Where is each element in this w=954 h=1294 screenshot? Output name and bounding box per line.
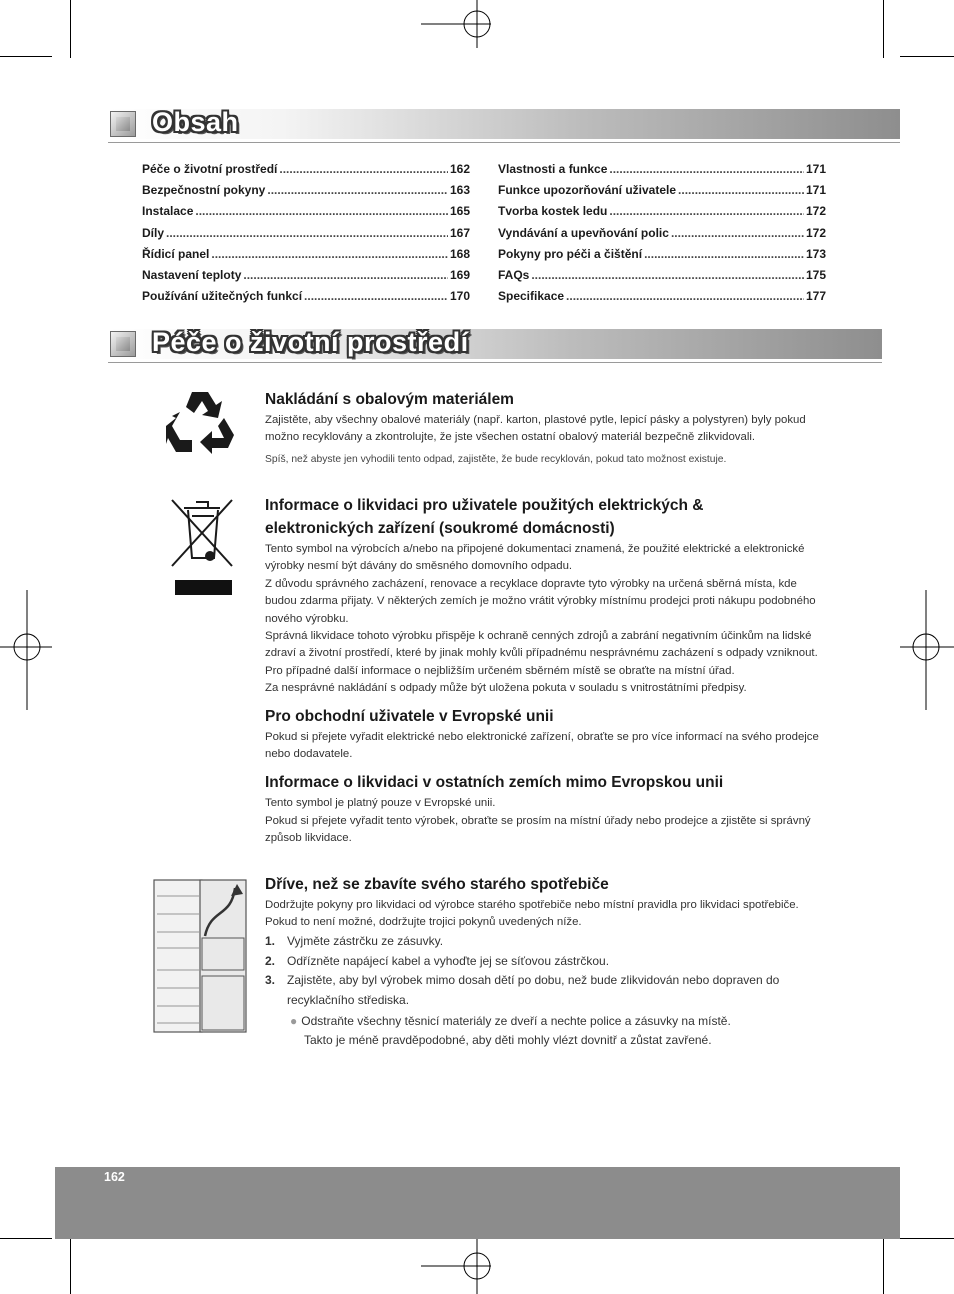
business-heading: Pro obchodní uživatele v Evropské unii: [265, 708, 554, 725]
toc-leader: [211, 247, 448, 261]
toc-leader: [304, 289, 448, 303]
weee-paragraph-3: Správná likvidace tohoto výrobku přispěje k ochraně cenných zdrojů a zabrání negativním účinkům na lidské zdraví a životní prostředí, které by jinak mohly kvůli případnému nesprávnému zacházení s odpady vzniknout. Pro případné další informace o nejbližším určeném sběrném místě se obraťte na místní úřad.: [265, 630, 818, 677]
recycle-icon: [166, 388, 238, 458]
toc-leader: [609, 204, 804, 218]
toc-leader: [279, 162, 448, 176]
banner-rule: [108, 142, 900, 143]
toc-item[interactable]: [142, 247, 470, 268]
environment-banner: [108, 329, 882, 359]
crop-mark: [900, 1238, 954, 1239]
toc-leader: [195, 204, 448, 218]
registration-mark-icon: [0, 590, 52, 710]
toc-page: 165: [449, 204, 470, 219]
weee-paragraph-4: Za nesprávné nakládání s odpady může být uložena pokuta v souladu s vnitrostátními předpisy.: [265, 682, 747, 694]
toc-right-column: [498, 162, 826, 310]
banner-square-icon: [110, 331, 136, 357]
old-appliance-bullet: [290, 1012, 820, 1050]
bullet-dot-icon: ●: [290, 1014, 298, 1028]
toc-item[interactable]: [142, 289, 470, 310]
toc-item[interactable]: [498, 226, 826, 247]
toc-label: Specifikace: [498, 289, 565, 304]
weee-paragraph-2: Z důvodu správného zacházení, renovace a recyklace dopravte tyto výrobky na určená sběrná místa, kde budou zdarma přijaty. V některých zemích je možno vrátit výrobky místnímu prodejci proti nákupu podobného nového výrobku.: [265, 578, 816, 625]
banner-square-icon: [110, 111, 136, 137]
toc-item[interactable]: [498, 183, 826, 204]
outside-eu-paragraph-2: Pokud si přejete vyřadit tento výrobek, obraťte se prosím na místní úřady nebo prodejce a zjistěte si správný způsob likvidace.: [265, 815, 811, 845]
toc-label: Bezpečnostní pokyny: [142, 183, 266, 198]
crop-mark: [70, 1238, 71, 1294]
step-text: Odřízněte napájecí kabel a vyhoďte jej se síťovou zástrčkou.: [287, 953, 610, 968]
toc-label: Pokyny pro péči a čištění: [498, 246, 643, 261]
toc-item[interactable]: [142, 204, 470, 225]
toc-page: 167: [449, 225, 470, 240]
toc-page: 173: [805, 246, 826, 261]
step-text: Zajistěte, aby byl výrobek mimo dosah dětí po dobu, než bude zlikvidován nebo dopraven do recyklačního střediska.: [287, 973, 780, 1007]
toc-label: Vlastnosti a funkce: [498, 162, 608, 176]
registration-mark-icon: [900, 590, 954, 710]
weee-heading-line1: Informace o likvidaci pro uživatele použitých elektrických &: [265, 497, 704, 514]
toc-item[interactable]: [142, 226, 470, 247]
packaging-note: Spíš, než abyste jen vyhodili tento odpad, zajistěte, že bude recyklován, pokud tato možnost existuje.: [265, 454, 727, 465]
step-number: 2.: [265, 953, 276, 968]
toc-label: Řídicí panel: [142, 246, 210, 261]
outside-eu-heading: Informace o likvidaci v ostatních zemích mimo Evropskou unii: [265, 774, 724, 791]
page-number: 162: [104, 1170, 125, 1184]
toc-page: 172: [805, 225, 826, 240]
crop-mark: [900, 56, 954, 57]
toc-page: 163: [449, 183, 470, 198]
crop-mark: [883, 0, 884, 58]
refrigerator-illustration: [153, 878, 247, 1034]
packaging-body: Zajistěte, aby všechny obalové materiály (např. karton, plastové pytle, lepicí pásky a polystyren) byly pokud možno recyklovány a zkontrolujte, že jste všechen ostatní obalový materiál bezpečně zlikvidovali.: [265, 414, 806, 444]
toc-label: Instalace: [142, 204, 194, 219]
list-item: [265, 971, 825, 1010]
toc-item[interactable]: [498, 289, 826, 310]
step-text: Vyjměte zástrčku ze zásuvky.: [287, 934, 444, 948]
crossed-bin-icon: [166, 496, 238, 598]
old-appliance-heading: Dříve, než se zbavíte svého starého spotřebiče: [265, 876, 609, 893]
page-footer: [55, 1167, 900, 1239]
toc-page: 171: [805, 183, 826, 198]
toc-page: 162: [449, 162, 470, 176]
bullet-line-1: [290, 1012, 820, 1031]
toc-label: Funkce upozorňování uživatele: [498, 183, 677, 198]
registration-mark-icon: [421, 0, 491, 48]
banner-rule: [108, 362, 882, 363]
toc-page: 172: [805, 204, 826, 219]
toc-leader: [644, 247, 804, 261]
contents-banner: [108, 109, 900, 139]
packaging-heading: Nakládání s obalovým materiálem: [265, 391, 514, 408]
toc-item[interactable]: [498, 247, 826, 268]
bullet-text-1: Odstraňte všechny těsnicí materiály ze dveří a nechte police a zásuvky na místě.: [301, 1014, 731, 1028]
environment-title: Péče o životní prostředí: [152, 327, 469, 357]
toc-page: 168: [449, 246, 470, 261]
toc-leader: [671, 226, 804, 240]
toc-leader: [566, 289, 804, 303]
toc-leader: [609, 162, 804, 176]
toc-page: 170: [449, 289, 470, 304]
toc-left-column: [142, 162, 470, 310]
crop-mark: [883, 1238, 884, 1294]
toc-page: 171: [805, 162, 826, 176]
toc-item[interactable]: [142, 162, 470, 183]
weee-heading-line2: elektronických zařízení (soukromé domácnosti): [265, 520, 615, 537]
toc-page: 175: [805, 267, 826, 282]
crop-mark: [0, 1238, 52, 1239]
list-item: [265, 932, 825, 952]
crop-mark: [0, 56, 52, 57]
toc-item[interactable]: [142, 183, 470, 204]
toc-page: 177: [805, 289, 826, 304]
step-number: 3.: [265, 973, 276, 987]
outside-eu-paragraph-1: Tento symbol je platný pouze v Evropské unii.: [265, 797, 496, 809]
toc-page: 169: [449, 267, 470, 282]
weee-paragraph-1: Tento symbol na výrobcích a/nebo na připojené dokumentaci znamená, že použité elektrické a elektronické výrobky nesmí být dávány do směsného domovního odpadu.: [265, 543, 805, 573]
toc-leader: [166, 226, 448, 240]
toc-leader: [678, 183, 804, 197]
registration-mark-icon: [421, 1238, 491, 1294]
toc-item[interactable]: [498, 162, 826, 183]
contents-title: Obsah: [152, 107, 239, 137]
toc-label: Péče o životní prostředí: [142, 162, 278, 176]
toc-label: Používání užitečných funkcí: [142, 289, 303, 304]
bullet-line-2: [290, 1031, 820, 1050]
bullet-text-2: Takto je méně pravděpodobné, aby děti mohly vlézt dovnitř a zůstat zavřené.: [304, 1033, 712, 1047]
step-number: 1.: [265, 934, 276, 948]
toc-label: Vyndávání a upevňování polic: [498, 225, 669, 240]
toc-label: Nastavení teploty: [142, 267, 242, 282]
toc-label: Tvorba kostek ledu: [498, 204, 608, 219]
business-body: Pokud si přejete vyřadit elektrické nebo elektronické zařízení, obraťte se pro více informací na svého prodejce nebo dodavatele.: [265, 731, 819, 761]
crop-mark: [70, 0, 71, 58]
toc-leader: [243, 268, 448, 282]
toc-leader: [267, 183, 448, 197]
toc-item[interactable]: [498, 204, 826, 225]
toc-label: Díly: [142, 225, 165, 240]
toc-label: FAQs: [498, 267, 530, 282]
toc-item[interactable]: [498, 268, 826, 289]
list-item: [265, 952, 825, 972]
old-appliance-intro: Dodržujte pokyny pro likvidaci od výrobce starého spotřebiče nebo místní pravidla pro likvidaci spotřebiče. Pokud to není možné, dodržujte trojici pokynů uvedených níže.: [265, 899, 799, 929]
toc-leader: [531, 268, 804, 282]
toc-item[interactable]: [142, 268, 470, 289]
old-appliance-steps: [265, 932, 825, 1010]
